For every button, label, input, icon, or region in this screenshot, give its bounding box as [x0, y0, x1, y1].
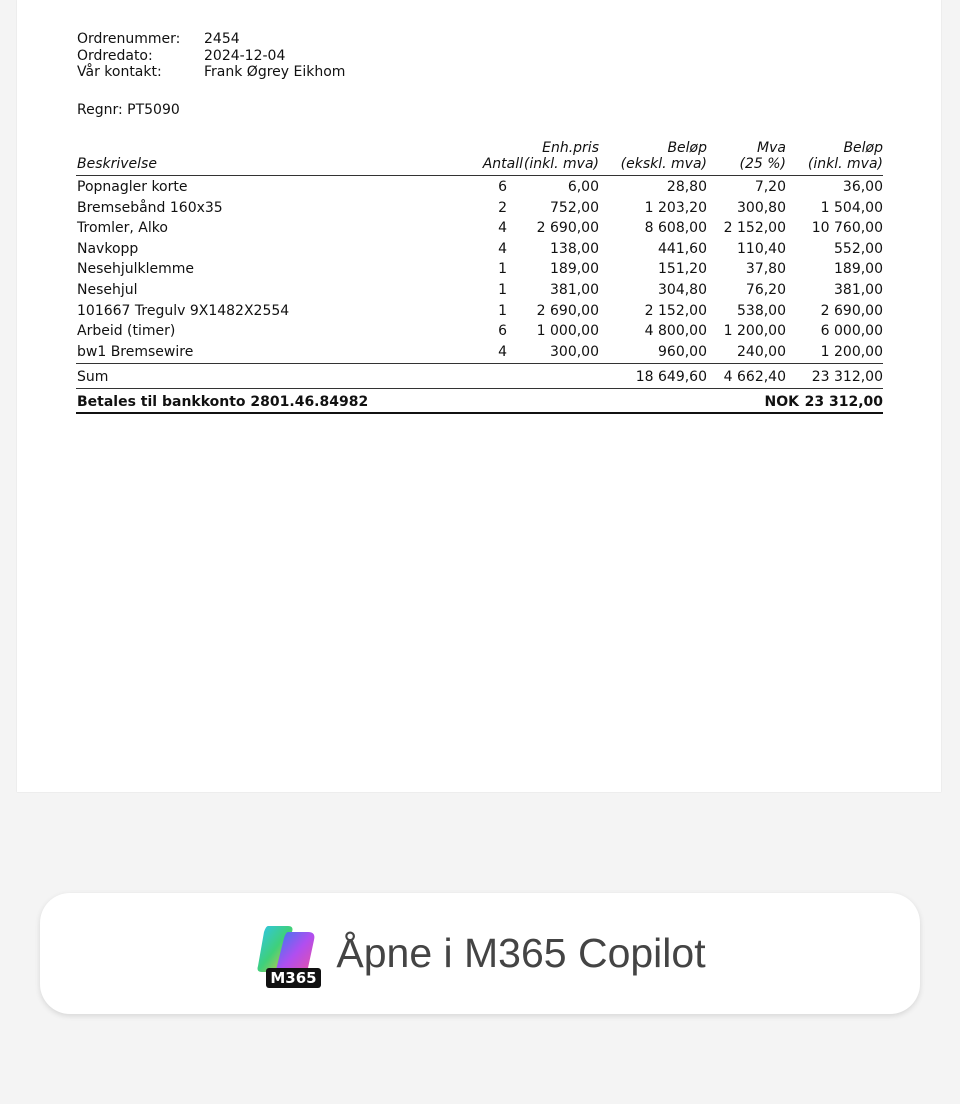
sum-net: 18 649,60	[635, 369, 707, 386]
row-amount-incl: 2 690,00	[820, 302, 883, 319]
open-in-m365-copilot-label: Åpne i M365 Copilot	[336, 930, 706, 976]
document-page	[17, 0, 941, 792]
table-row	[76, 259, 883, 280]
table-row	[76, 177, 883, 198]
row-unit-price: 300,00	[550, 343, 599, 360]
row-quantity: 6	[498, 323, 507, 340]
row-description: 101667 Tregulv 9X1482X2554	[77, 302, 290, 319]
m365-badge: M365	[266, 968, 320, 988]
row-description: Navkopp	[77, 240, 139, 257]
table-row	[76, 280, 883, 301]
table-row	[76, 239, 883, 260]
row-amount-excl: 1 203,20	[644, 199, 707, 216]
row-quantity: 4	[498, 343, 507, 360]
table-body	[76, 176, 883, 362]
open-in-m365-copilot-button[interactable]	[40, 893, 920, 1014]
row-vat: 76,20	[745, 281, 786, 298]
row-quantity: 6	[498, 179, 507, 195]
row-unit-price: 138,00	[550, 240, 599, 257]
row-amount-incl: 6 000,00	[820, 323, 883, 340]
row-vat: 7,20	[754, 179, 786, 195]
row-vat: 240,00	[737, 343, 786, 360]
row-amount-excl: 8 608,00	[644, 220, 707, 237]
row-amount-incl: 189,00	[834, 261, 883, 278]
table-row	[76, 301, 883, 322]
sum-vat: 4 662,40	[723, 369, 786, 386]
row-vat: 1 200,00	[723, 323, 786, 340]
table-row	[76, 342, 883, 363]
row-unit-price: 6,00	[567, 179, 599, 195]
row-amount-incl: 381,00	[834, 281, 883, 298]
row-vat: 110,40	[737, 240, 786, 257]
row-amount-excl: 441,60	[658, 240, 707, 257]
registration-number: Regnr: PT5090	[77, 102, 180, 118]
row-unit-price: 2 690,00	[536, 302, 599, 319]
row-description: Nesehjulklemme	[77, 261, 195, 278]
meta-order-date: Ordredato: 2024-12-04	[77, 47, 286, 64]
table-row	[76, 218, 883, 239]
m365-copilot-logo-icon	[254, 922, 320, 986]
row-unit-price: 189,00	[550, 261, 599, 278]
row-quantity: 4	[498, 240, 507, 257]
row-description: Nesehjul	[77, 281, 138, 298]
sum-row	[76, 363, 883, 388]
table-row	[76, 198, 883, 219]
row-amount-excl: 151,20	[658, 261, 707, 278]
meta-contact: Vår kontakt: Frank Øgrey Eikhom	[77, 64, 346, 80]
row-description: Popnagler korte	[77, 179, 188, 195]
payment-row	[76, 388, 883, 414]
row-description: Tromler, Alko	[77, 220, 168, 237]
row-vat: 37,80	[745, 261, 786, 278]
meta-order-number: Ordrenummer: 2454	[77, 31, 240, 47]
row-quantity: 1	[498, 302, 507, 319]
row-amount-incl: 552,00	[834, 240, 883, 257]
header-unit-price: Enh.pris (inkl. mva)	[523, 140, 599, 172]
row-amount-incl: 10 760,00	[811, 220, 883, 237]
header-vat: Mva (25 %)	[739, 140, 786, 172]
header-quantity: Antall	[482, 156, 523, 172]
header-amount-incl: Beløp (inkl. mva)	[807, 140, 883, 172]
table-row	[76, 321, 883, 342]
row-unit-price: 381,00	[550, 281, 599, 298]
row-unit-price: 2 690,00	[536, 220, 599, 237]
row-description: Arbeid (timer)	[77, 323, 176, 340]
sum-label: Sum	[77, 369, 109, 386]
header-description: Beskrivelse	[77, 156, 157, 172]
row-quantity: 1	[498, 281, 507, 298]
row-amount-excl: 304,80	[658, 281, 707, 298]
row-amount-excl: 2 152,00	[644, 302, 707, 319]
row-unit-price: 1 000,00	[536, 323, 599, 340]
header-amount-excl: Beløp (ekskl. mva)	[620, 140, 707, 172]
row-amount-excl: 960,00	[658, 343, 707, 360]
order-meta	[77, 31, 345, 81]
row-description: Bremsebånd 160x35	[77, 199, 223, 216]
sum-total: 23 312,00	[811, 369, 883, 386]
payment-total: 23 312,00	[804, 394, 883, 411]
row-description: bw1 Bremsewire	[77, 343, 194, 360]
row-amount-excl: 28,80	[666, 179, 707, 195]
row-unit-price: 752,00	[550, 199, 599, 216]
row-amount-incl: 1 504,00	[820, 199, 883, 216]
order-lines-table	[76, 138, 883, 414]
row-vat: 2 152,00	[723, 220, 786, 237]
payment-currency: NOK	[764, 394, 799, 411]
row-quantity: 1	[498, 261, 507, 278]
row-amount-incl: 1 200,00	[820, 343, 883, 360]
payment-label: Betales til bankkonto 2801.46.84982	[77, 394, 369, 411]
row-vat: 300,80	[737, 199, 786, 216]
row-quantity: 4	[498, 220, 507, 237]
row-amount-excl: 4 800,00	[644, 323, 707, 340]
row-amount-incl: 36,00	[842, 179, 883, 195]
row-vat: 538,00	[737, 302, 786, 319]
table-header	[76, 138, 883, 176]
row-quantity: 2	[498, 199, 507, 216]
